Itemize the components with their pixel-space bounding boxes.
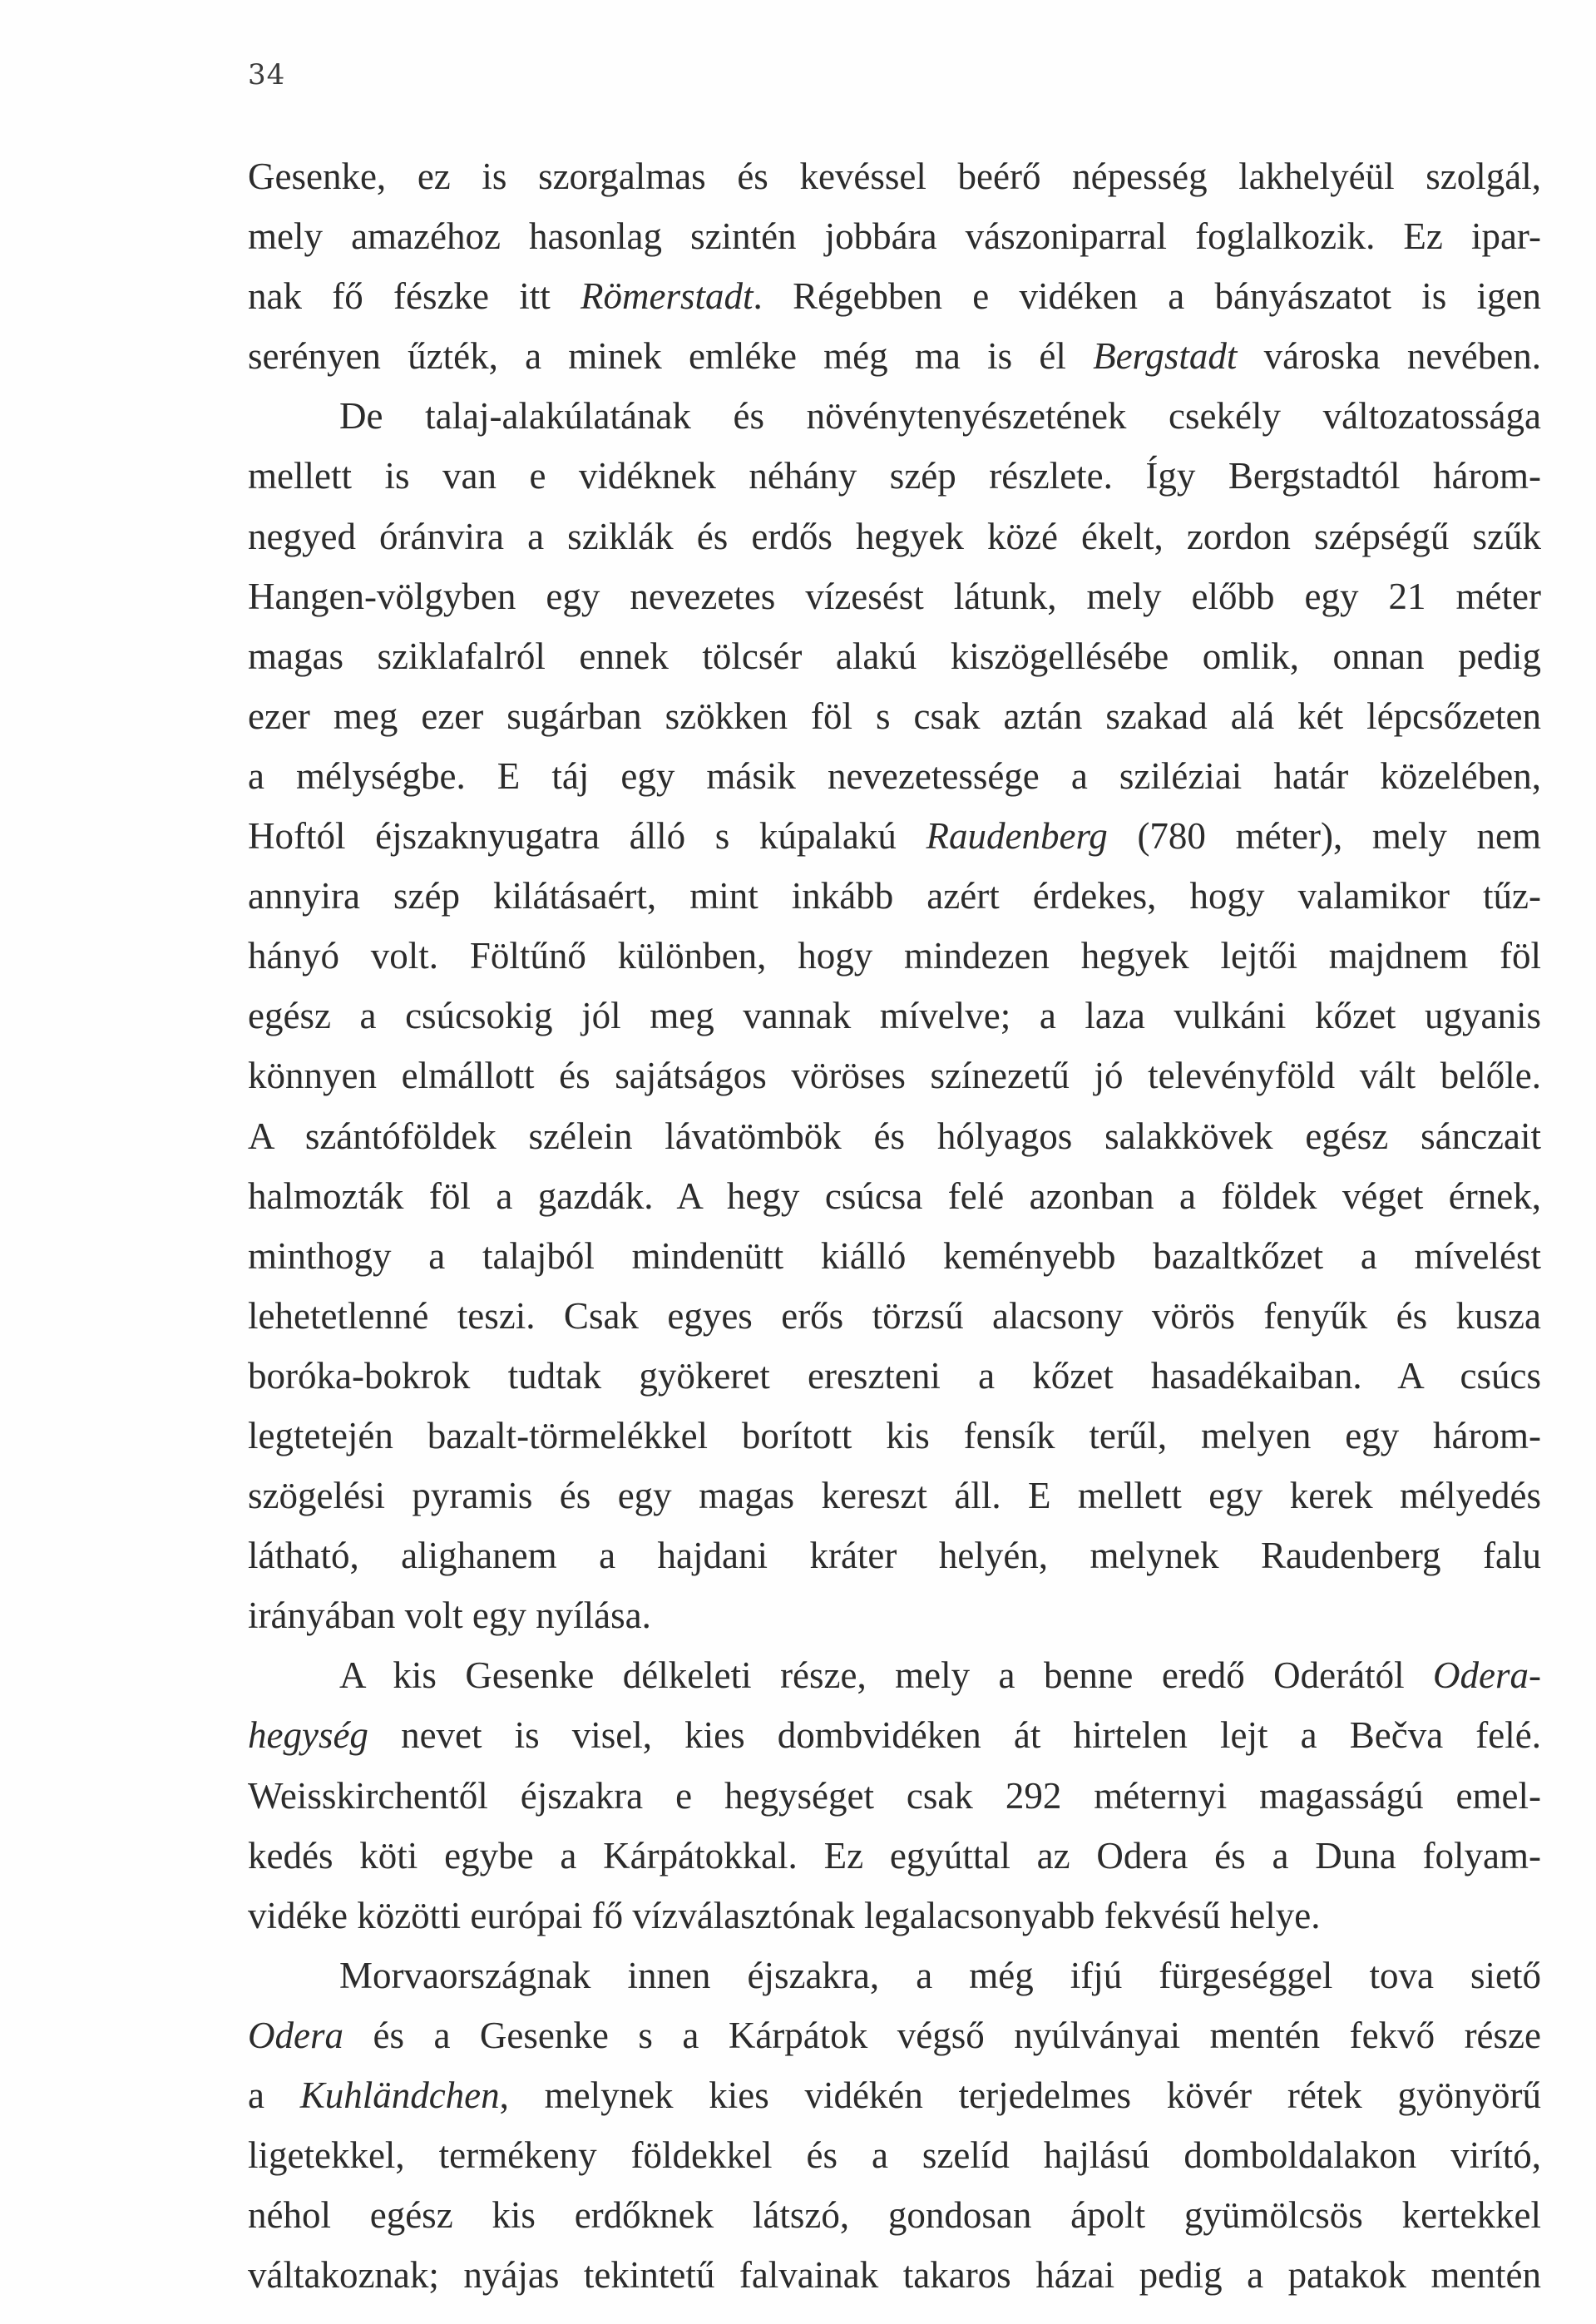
italic-term: Odera — [248, 2014, 343, 2056]
italic-term: Raudenberg — [926, 815, 1108, 858]
text-line — [248, 206, 1541, 266]
line-text: annyira szép kilátásaért, mint inkább azért érdekes, hogy valamikor tűz- — [248, 875, 1541, 917]
text-line — [248, 1346, 1541, 1406]
line-text: Hoftól éjszaknyugatra álló s kúpalakú — [248, 815, 926, 858]
line-text: kedés köti egybe a Kárpátokkal. Ez egyúttal az Odera és a Duna folyam- — [248, 1834, 1541, 1877]
line-text: (780 méter), mely nem — [1107, 815, 1541, 858]
text-line — [248, 2125, 1541, 2185]
line-text: De talaj-alakúlatának és növénytenyészetének csekély változatossága — [339, 395, 1541, 438]
line-text: Hangen-völgyben egy nevezetes vízesést látunk, mely előbb egy 21 méter — [248, 575, 1541, 617]
italic-term: hegység — [248, 1714, 368, 1757]
line-text: látható, alighanem a hajdani kráter helyén, melynek Raudenberg falu — [248, 1535, 1541, 1577]
line-text: néhol egész kis erdőknek látszó, gondosan ápolt gyümölcsös kertekkel — [248, 2194, 1541, 2237]
line-text: . Régebben e vidéken a bányászatot is igen — [753, 275, 1541, 318]
text-line — [248, 326, 1541, 386]
text-line — [248, 507, 1541, 566]
italic-term: Odera- — [1433, 1654, 1541, 1697]
text-line — [248, 2065, 1541, 2125]
text-line — [248, 1585, 1541, 1645]
line-text: a mélységbe. E táj egy másik nevezetessége a sziléziai határ közelében, — [248, 754, 1541, 797]
line-text: irányában volt egy nyílása. — [248, 1595, 651, 1637]
line-text: halmozták föl a gazdák. A hegy csúcsa felé azonban a földek véget érnek, — [248, 1174, 1541, 1217]
line-text: negyed óránvira a sziklák és erdős hegyek közé ékelt, zordon szépségű szűk — [248, 515, 1541, 557]
text-line — [248, 146, 1541, 206]
italic-term: Römerstadt — [581, 275, 754, 318]
text-line — [248, 1286, 1541, 1346]
line-text: serényen űzték, a minek emléke még ma is él — [248, 335, 1094, 378]
line-text: Gesenke, ez is szorgalmas és kevéssel beérő népesség lakhelyéül szolgál, — [248, 156, 1541, 197]
line-text: hányó volt. Föltűnő különben, hogy mindezen hegyek lejtői majdnem föl — [248, 935, 1541, 977]
line-text: A szántóföldek szélein lávatömbök és hólyagos salakkövek egész sánczait — [248, 1115, 1541, 1157]
text-line — [248, 566, 1541, 626]
line-text: mellett is van e vidéknek néhány szép részlete. Így Bergstadtól három- — [248, 455, 1541, 497]
text-line — [248, 1046, 1541, 1105]
text-line — [248, 1106, 1541, 1166]
text-line — [248, 1466, 1541, 1525]
line-text: és a Gesenke s a Kárpátok végső nyúlványai mentén fekvő része — [343, 2014, 1541, 2056]
line-text: , melynek kies vidékén terjedelmes kövér rétek gyönyörű — [499, 2074, 1541, 2116]
text-line — [248, 446, 1541, 506]
text-line — [248, 806, 1541, 866]
line-text: legtetején bazalt-törmelékkel borított kis fensík terűl, melyen egy három- — [248, 1414, 1541, 1456]
text-line — [248, 386, 1541, 446]
text-line — [248, 686, 1541, 746]
text-line — [248, 1226, 1541, 1286]
line-text: Weisskirchentől éjszakra e hegységet csak 292 méternyi magasságú emel- — [248, 1774, 1541, 1817]
text-line — [248, 1645, 1541, 1705]
line-text: a — [248, 2074, 300, 2116]
line-text: nak fő fészke itt — [248, 275, 581, 318]
text-line — [248, 866, 1541, 926]
text-line — [248, 2245, 1541, 2305]
text-line — [248, 626, 1541, 686]
text-line — [248, 2185, 1541, 2245]
italic-term: Kuhländchen — [299, 2074, 500, 2116]
line-text: magas sziklafalról ennek tölcsér alakú kiszögellésébe omlik, onnan pedig — [248, 635, 1541, 677]
text-line — [248, 1166, 1541, 1226]
text-line — [248, 1946, 1541, 2005]
body-text — [248, 146, 1541, 2305]
italic-term: Bergstadt — [1093, 335, 1238, 378]
line-text: ezer meg ezer sugárban szökken föl s csak aztán szakad alá két lépcsőzeten — [248, 695, 1541, 737]
line-text: egész a csúcsokig jól meg vannak mívelve; a laza vulkáni kőzet ugyanis — [248, 995, 1541, 1037]
line-text: minthogy a talajból mindenütt kiálló keményebb bazaltkőzet a mívelést — [248, 1234, 1541, 1277]
line-text: boróka-bokrok tudtak gyökeret ereszteni a kőzet hasadékaiban. A csúcs — [248, 1354, 1541, 1397]
line-text: ligetekkel, termékeny földekkel és a szelíd hajlású domboldalakon virító, — [248, 2134, 1541, 2177]
text-line — [248, 1826, 1541, 1886]
line-text: szögelési pyramis és egy magas kereszt áll. E mellett egy kerek mélyedés — [248, 1475, 1541, 1517]
text-line — [248, 1705, 1541, 1765]
line-text: Morvaországnak innen éjszakra, a még ifjú fürgeséggel tova siető — [339, 1954, 1541, 1996]
text-line — [248, 266, 1541, 326]
line-text: könnyen elmállott és sajátságos vöröses színezetű jó televényföld vált belőle. — [248, 1055, 1541, 1097]
text-line — [248, 1406, 1541, 1466]
text-line — [248, 926, 1541, 986]
text-line — [248, 2005, 1541, 2065]
page-number: 34 — [248, 58, 286, 91]
line-text: vidéke közötti európai fő vízválasztónak legalacsonyabb fekvésű helye. — [248, 1894, 1321, 1936]
line-text: nevet is visel, kies dombvidéken át hirtelen lejt a Bečva felé. — [368, 1714, 1541, 1757]
text-line — [248, 1766, 1541, 1826]
text-line — [248, 746, 1541, 806]
line-text: lehetetlenné teszi. Csak egyes erős törzsű alacsony vörös fenyűk és kusza — [248, 1294, 1541, 1337]
text-line — [248, 1525, 1541, 1585]
text-line — [248, 1886, 1541, 1946]
text-line — [248, 986, 1541, 1046]
line-text: A kis Gesenke délkeleti része, mely a benne eredő Oderától — [339, 1654, 1434, 1697]
line-text: mely amazéhoz hasonlag szintén jobbára vászoniparral foglalkozik. Ez ipar- — [248, 215, 1541, 258]
line-text: váltakoznak; nyájas tekintetű falvainak takaros házai pedig a patakok mentén — [248, 2254, 1541, 2297]
line-text: városka nevében. — [1237, 335, 1541, 378]
